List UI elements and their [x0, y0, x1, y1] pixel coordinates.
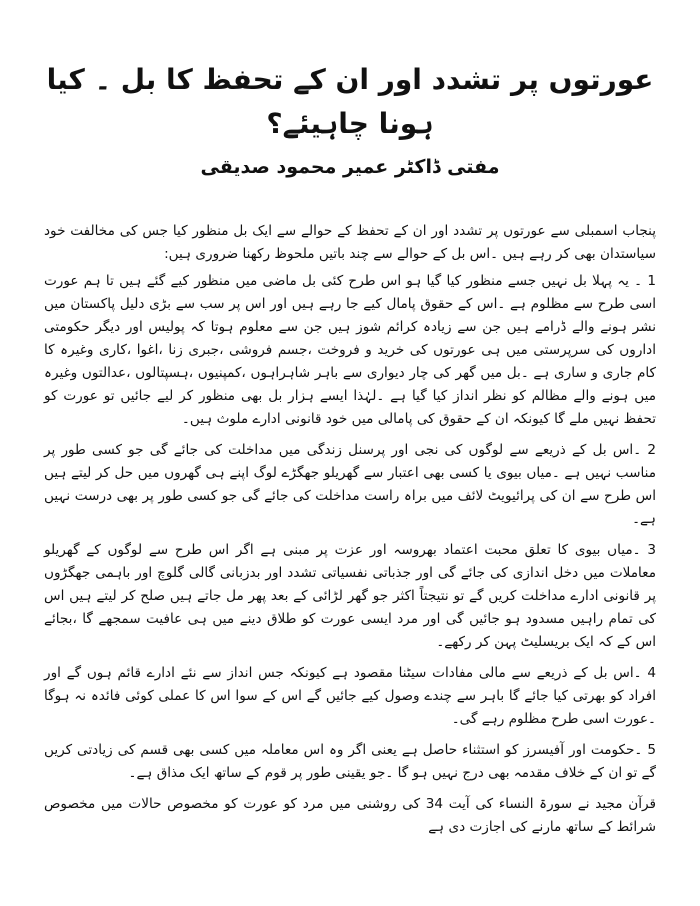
paragraph-point-4: 4 ۔اس بل کے ذریعے سے مالی مفادات سیٹنا مقصود ہے کیونکہ جس انداز سے نئے ادارے قائم ہوں گے اور افراد کو بھرتی کیا جائے گا باہر سے چندے وصول کیے جائیں گے اس کے سوا اس کا عملی کوئی فائدہ نہ ہوگا ۔عورت اسی طرح مظلوم رہے گی۔: [44, 665, 656, 727]
paragraph-point-1: 1 ۔ یہ پہلا بل نہیں جسے منظور کیا گیا ہو اس طرح کئی بل ماضی میں منظور کیے گئے ہیں تا ہم عورت اسی طرح سے مظلوم ہے ۔اس کے حقوق پامال کیے جا رہے ہیں اور اس پر سب سے بڑی دلیل پاکستان میں نشر ہونے والے ڈرامے ہیں جن سے زیادہ کرائم شوز ہیں جن سے معلوم ہوتا کہ پولیس اور دیگر حکومتی اداروں کی سرپرستی میں ہی عورتوں کی خرید و فروخت ،جسم فروشی ،جبری زنا ،اغوا ،کاری وغیرہ کا کام جاری و ساری ہے ۔بل میں گھر کی چار دیواری سے باہر شاہراہوں ،کمپنیوں ،ہسپتالوں ،عدالتوں وغیرہ میں ہونے والے مظالم کو نظر انداز کیا گیا ہے ۔لہٰذا ایسے ہزار بل بھی منظور کر لیے جائیں تو عورت کو تحفظ نہیں ملے گا کیونکہ ان کے حقوق کی پامالی میں خود قانونی ادارے ملوث ہیں۔: [44, 273, 656, 427]
paragraph-point-3: 3 ۔میاں بیوی کا تعلق محبت اعتماد بھروسہ اور عزت پر مبنی ہے اگر اس طرح سے لوگوں کے گھریلو معاملات میں دخل اندازی کی جائے گی اور جذباتی نفسیاتی تشدد اور بدزبانی گالی گلوچ اور باہمی جھگڑوں پر قانونی ادارے مداخلت کریں گے تو نتیجتاً اکثر جو گھر لڑائی کے بعد پھر مل جاتے ہیں صلح کر لیتے ہیں اس کی تمام راہیں مسدود ہو جائیں گی اور مرد ایسی عورت کو طلاق دینے میں ہی عافیت سمجھے گا ،بجائے اس کے کہ ایک بریسلیٹ پہن کر رکھے۔: [44, 542, 656, 650]
paragraph-point-2: 2 ۔اس بل کے ذریعے سے لوگوں کی نجی اور پرسنل زندگی میں مداخلت کی جائے گی جو کسی طور پر مناسب نہیں ہے ۔میاں بیوی یا کسی بھی اعتبار سے گھریلو جھگڑے لوگ اپنے ہی گھروں میں حل کر لیتے ہیں اس طرح سے ان کی پرائیویٹ لائف میں براہ راست مداخلت کی جائے گی جو کسی طور پر بھی درست نہیں ہے۔: [44, 442, 656, 527]
paragraph-intro: پنجاب اسمبلی سے عورتوں پر تشدد اور ان کے تحفظ کے حوالے سے ایک بل منظور کیا جس کی مخالفت خود سیاستدان بھی کر رہے ہیں ۔اس بل کے حوالے سے چند باتیں ملحوظ رکھنا ضروری ہیں:: [44, 223, 656, 262]
article-body: [44, 220, 656, 839]
paragraph-quran-reference: قرآن مجید نے سورۃ النساء کی آیت 34 کی روشنی میں مرد کو عورت کو مخصوص حالات میں مخصوص شرائط کے ساتھ مارنے کی اجازت دی ہے: [44, 796, 656, 835]
article-title: عورتوں پر تشدد اور ان کے تحفظ کا بل ۔ کیا ہونا چاہیئے؟: [46, 63, 654, 140]
paragraph-point-5: 5 ۔حکومت اور آفیسرز کو استثناء حاصل ہے یعنی اگر وہ اس معاملہ میں کسی بھی قسم کی زیادتی کریں گے تو ان کے خلاف مقدمہ بھی درج نہیں ہو گا ۔جو یقینی طور پر قوم کے ساتھ ایک مذاق ہے۔: [44, 742, 656, 781]
author-name: مفتی ڈاکٹر عمیر محمود صدیقی: [200, 156, 500, 178]
